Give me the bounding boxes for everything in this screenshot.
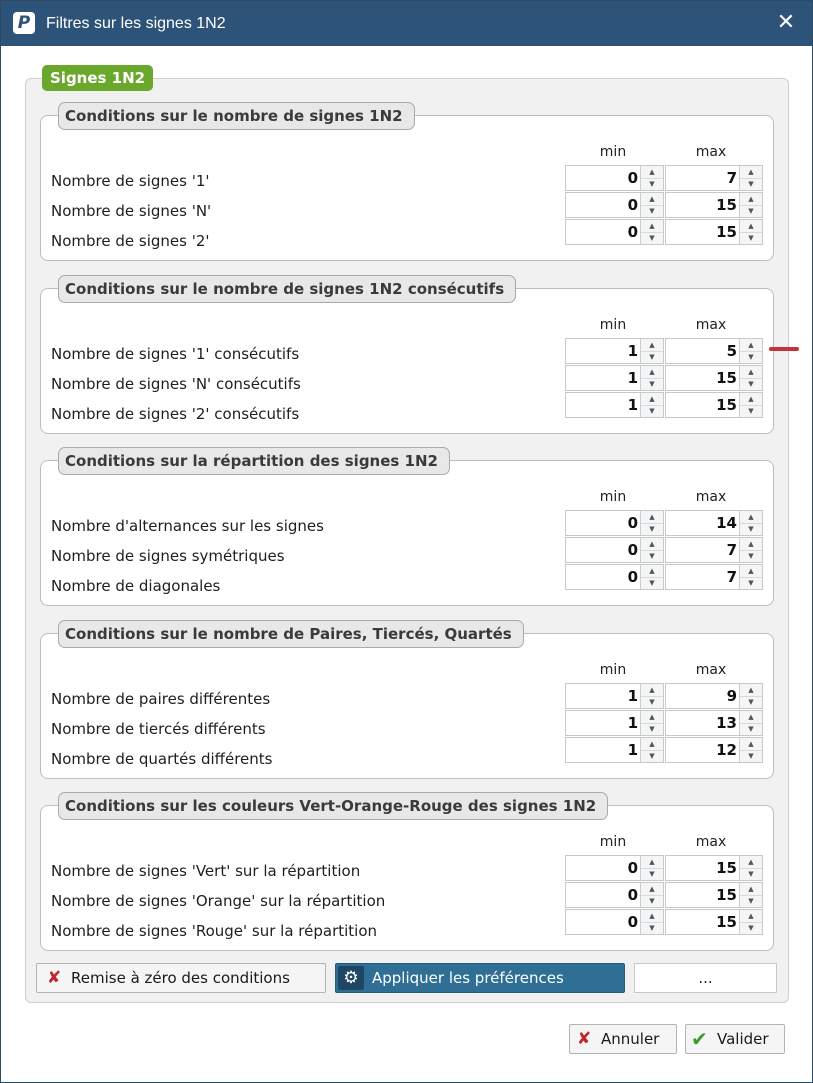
arrow-up-icon[interactable]: ▲ — [740, 684, 762, 697]
condition-label: Nombre de signes '1' consécutifs — [51, 344, 300, 363]
condition-label: Nombre de signes 'Rouge' sur la répartition — [51, 922, 378, 940]
max-value[interactable]: 14 — [716, 514, 737, 532]
arrow-down-icon[interactable]: ▼ — [748, 406, 754, 415]
arrow-down-icon[interactable]: ▼ — [748, 180, 754, 188]
arrow-up-icon[interactable]: ▲ — [641, 565, 663, 578]
arrow-down-icon[interactable]: ▼ — [748, 870, 754, 878]
max-spinner[interactable] — [665, 338, 763, 364]
min-value[interactable]: 1 — [627, 713, 638, 732]
arrow-down-icon[interactable]: ▼ — [649, 724, 655, 733]
arrow-up-icon[interactable]: ▲ — [641, 220, 663, 233]
title-bar — [1, 1, 812, 46]
arrow-down-icon[interactable]: ▼ — [649, 180, 655, 188]
min-spinner[interactable] — [565, 338, 664, 364]
min-spinner[interactable] — [565, 219, 664, 245]
max-value[interactable]: 5 — [726, 341, 737, 360]
arrow-up-icon[interactable]: ▲ — [641, 711, 663, 724]
max-spinner[interactable] — [665, 392, 763, 418]
min-spinner[interactable] — [565, 683, 664, 709]
preferences-field[interactable]: ... — [634, 963, 777, 993]
spinner-arrows — [739, 538, 762, 562]
max-value[interactable]: 13 — [716, 713, 737, 732]
arrow-down-icon[interactable]: ▼ — [748, 751, 754, 760]
arrow-up-icon[interactable]: ▲ — [740, 193, 762, 206]
condition-label: Nombre de signes '2' — [51, 232, 210, 250]
max-spinner[interactable] — [665, 192, 763, 218]
spinner-arrows — [739, 565, 762, 589]
min-value[interactable]: 1 — [627, 686, 638, 705]
reset-button[interactable] — [36, 963, 326, 993]
max-column-header: max — [695, 316, 727, 333]
arrow-up-icon[interactable]: ▲ — [740, 511, 762, 524]
spinner-arrows — [640, 366, 663, 390]
max-spinner[interactable] — [665, 683, 763, 709]
min-spinner[interactable] — [565, 537, 664, 563]
arrow-up-icon[interactable]: ▲ — [641, 738, 663, 751]
condition-label: Nombre de diagonales — [51, 577, 221, 595]
spinner-arrows — [640, 856, 663, 880]
arrow-down-icon[interactable]: ▼ — [649, 697, 655, 706]
max-value[interactable]: 15 — [716, 913, 737, 931]
min-column-header: min — [599, 489, 627, 505]
arrow-down-icon[interactable]: ▼ — [649, 379, 655, 388]
arrow-down-icon[interactable]: ▼ — [748, 897, 754, 905]
arrow-up-icon[interactable]: ▲ — [641, 910, 663, 923]
spinner-arrows — [739, 193, 762, 217]
red-marker — [769, 347, 799, 351]
arrow-down-icon[interactable]: ▼ — [748, 924, 754, 932]
condition-label: Nombre de signes '1' — [51, 172, 210, 190]
condition-label: Nombre de signes symétriques — [51, 547, 285, 565]
max-value[interactable]: 7 — [726, 541, 737, 559]
condition-label: Nombre d'alternances sur les signes — [51, 517, 324, 535]
cancel-button[interactable] — [569, 1024, 677, 1054]
apply-button-label: Appliquer les préférences — [372, 969, 564, 987]
spinner-arrows — [739, 220, 762, 244]
gear-icon: ⚙ — [338, 966, 364, 990]
condition-label: Nombre de signes 'N' consécutifs — [51, 374, 301, 393]
min-value[interactable]: 0 — [627, 169, 638, 187]
spinner-arrows — [640, 511, 663, 535]
spinner-arrows — [739, 684, 762, 708]
max-column-header: max — [695, 661, 727, 678]
group-title: Conditions sur le nombre de Paires, Tiercés, Quartés — [58, 620, 524, 648]
arrow-down-icon[interactable]: ▼ — [649, 207, 655, 215]
min-value[interactable]: 0 — [627, 913, 638, 931]
spinner-arrows — [739, 393, 762, 417]
group-title: Conditions sur les couleurs Vert-Orange-Rouge des signes 1N2 — [58, 792, 608, 820]
arrow-up-icon[interactable]: ▲ — [740, 538, 762, 551]
arrow-down-icon[interactable]: ▼ — [748, 207, 754, 215]
app-logo-icon: P — [13, 12, 35, 34]
spinner-arrows — [640, 193, 663, 217]
arrow-down-icon[interactable]: ▼ — [649, 579, 655, 587]
min-spinner[interactable] — [565, 855, 664, 881]
min-spinner[interactable] — [565, 510, 664, 536]
arrow-down-icon[interactable]: ▼ — [748, 234, 754, 242]
arrow-up-icon[interactable]: ▲ — [641, 883, 663, 896]
arrow-up-icon[interactable]: ▲ — [740, 738, 762, 751]
apply-preferences-button[interactable] — [335, 963, 625, 993]
min-column-header: min — [599, 144, 627, 160]
group-title: Conditions sur le nombre de signes 1N2 — [58, 102, 415, 130]
max-spinner[interactable] — [665, 219, 763, 245]
spinner-arrows — [739, 366, 762, 390]
arrow-up-icon[interactable]: ▲ — [740, 883, 762, 896]
spinner-arrows — [640, 738, 663, 762]
spinner-arrows — [640, 339, 663, 363]
min-value[interactable]: 0 — [627, 223, 638, 241]
min-spinner[interactable] — [565, 564, 664, 590]
arrow-down-icon[interactable]: ▼ — [748, 579, 754, 587]
max-spinner[interactable] — [665, 710, 763, 736]
x-icon: ✘ — [577, 1029, 592, 1049]
spinner-arrows — [640, 538, 663, 562]
group-title: Conditions sur la répartition des signes 1N2 — [58, 447, 450, 475]
max-spinner[interactable] — [665, 165, 763, 191]
max-value[interactable]: 15 — [716, 368, 737, 387]
condition-label: Nombre de tiercés différents — [51, 719, 266, 738]
min-value[interactable]: 0 — [627, 541, 638, 559]
spinner-arrows — [640, 565, 663, 589]
spinner-arrows — [739, 339, 762, 363]
max-value[interactable]: 15 — [716, 886, 737, 904]
arrow-up-icon[interactable]: ▲ — [740, 339, 762, 352]
max-value[interactable]: 12 — [716, 740, 737, 759]
spinner-arrows — [640, 883, 663, 907]
arrow-down-icon[interactable]: ▼ — [748, 352, 754, 361]
condition-label: Nombre de paires différentes — [51, 689, 271, 708]
spinner-arrows — [640, 220, 663, 244]
checkmark-icon: ✔ — [691, 1027, 708, 1051]
min-spinner[interactable] — [565, 392, 664, 418]
arrow-down-icon[interactable]: ▼ — [649, 552, 655, 560]
spinner-arrows — [739, 910, 762, 934]
arrow-up-icon[interactable]: ▲ — [740, 711, 762, 724]
arrow-up-icon[interactable]: ▲ — [641, 393, 663, 406]
arrow-down-icon[interactable]: ▼ — [748, 552, 754, 560]
max-value[interactable]: 7 — [726, 169, 737, 187]
max-spinner[interactable] — [665, 909, 763, 935]
arrow-up-icon[interactable]: ▲ — [641, 339, 663, 352]
spinner-arrows — [640, 166, 663, 190]
min-column-header: min — [599, 316, 627, 333]
min-value[interactable]: 1 — [627, 395, 638, 414]
spinner-arrows — [739, 856, 762, 880]
validate-button-label: Valider — [717, 1030, 769, 1048]
min-value[interactable]: 0 — [627, 196, 638, 214]
validate-button[interactable] — [685, 1024, 785, 1054]
min-value[interactable]: 1 — [627, 740, 638, 759]
arrow-up-icon[interactable]: ▲ — [641, 166, 663, 179]
max-value[interactable]: 7 — [726, 568, 737, 586]
condition-label: Nombre de signes 'N' — [51, 202, 212, 220]
condition-label: Nombre de signes 'Orange' sur la répartition — [51, 892, 386, 910]
spinner-arrows — [640, 684, 663, 708]
arrow-down-icon[interactable]: ▼ — [649, 924, 655, 932]
min-value[interactable]: 1 — [627, 341, 638, 360]
spinner-arrows — [739, 883, 762, 907]
close-icon[interactable]: ✕ — [776, 10, 796, 35]
max-column-header: max — [695, 144, 727, 160]
max-value[interactable]: 15 — [716, 196, 737, 214]
spinner-arrows — [739, 711, 762, 735]
min-spinner[interactable] — [565, 365, 664, 391]
spinner-arrows — [640, 711, 663, 735]
max-value[interactable]: 15 — [716, 859, 737, 877]
max-value[interactable]: 15 — [716, 395, 737, 414]
arrow-down-icon[interactable]: ▼ — [649, 897, 655, 905]
arrow-down-icon[interactable]: ▼ — [649, 751, 655, 760]
max-spinner[interactable] — [665, 510, 763, 536]
min-column-header: min — [599, 834, 627, 850]
spinner-arrows — [739, 738, 762, 762]
arrow-up-icon[interactable]: ▲ — [740, 366, 762, 379]
max-spinner[interactable] — [665, 537, 763, 563]
max-column-header: max — [695, 489, 727, 505]
max-value[interactable]: 9 — [726, 686, 737, 705]
max-spinner[interactable] — [665, 737, 763, 763]
spinner-arrows — [739, 166, 762, 190]
condition-label: Nombre de signes '2' consécutifs — [51, 404, 300, 423]
arrow-up-icon[interactable]: ▲ — [641, 366, 663, 379]
arrow-up-icon[interactable]: ▲ — [740, 166, 762, 179]
min-value[interactable]: 0 — [627, 568, 638, 586]
min-spinner[interactable] — [565, 882, 664, 908]
arrow-down-icon[interactable]: ▼ — [748, 525, 754, 533]
arrow-up-icon[interactable]: ▲ — [740, 393, 762, 406]
arrow-up-icon[interactable]: ▲ — [740, 856, 762, 869]
arrow-up-icon[interactable]: ▲ — [641, 193, 663, 206]
arrow-up-icon[interactable]: ▲ — [740, 910, 762, 923]
window-title: Filtres sur les signes 1N2 — [46, 15, 226, 32]
arrow-down-icon[interactable]: ▼ — [649, 234, 655, 242]
arrow-up-icon[interactable]: ▲ — [641, 538, 663, 551]
spinner-arrows — [640, 910, 663, 934]
max-spinner[interactable] — [665, 855, 763, 881]
tab-signes-1n2[interactable]: Signes 1N2 — [42, 65, 153, 91]
max-spinner[interactable] — [665, 882, 763, 908]
min-spinner[interactable] — [565, 710, 664, 736]
arrow-down-icon[interactable]: ▼ — [748, 724, 754, 733]
min-value[interactable]: 0 — [627, 886, 638, 904]
min-spinner[interactable] — [565, 165, 664, 191]
arrow-down-icon[interactable]: ▼ — [649, 525, 655, 533]
min-spinner[interactable] — [565, 909, 664, 935]
arrow-up-icon[interactable]: ▲ — [740, 220, 762, 233]
x-icon: ✘ — [47, 968, 62, 988]
min-value[interactable]: 1 — [627, 368, 638, 387]
arrow-down-icon[interactable]: ▼ — [649, 406, 655, 415]
max-value[interactable]: 15 — [716, 223, 737, 241]
arrow-down-icon[interactable]: ▼ — [748, 697, 754, 706]
reset-button-label: Remise à zéro des conditions — [71, 969, 290, 987]
spinner-arrows — [739, 511, 762, 535]
condition-label: Nombre de quartés différents — [51, 749, 273, 768]
max-spinner[interactable] — [665, 564, 763, 590]
arrow-up-icon[interactable]: ▲ — [641, 856, 663, 869]
min-spinner[interactable] — [565, 192, 664, 218]
arrow-up-icon[interactable]: ▲ — [641, 684, 663, 697]
group-title: Conditions sur le nombre de signes 1N2 consécutifs — [58, 275, 516, 303]
spinner-arrows — [640, 393, 663, 417]
min-value[interactable]: 0 — [627, 514, 638, 532]
arrow-down-icon[interactable]: ▼ — [649, 352, 655, 361]
min-value[interactable]: 0 — [627, 859, 638, 877]
max-spinner[interactable] — [665, 365, 763, 391]
max-column-header: max — [695, 834, 727, 850]
arrow-down-icon[interactable]: ▼ — [649, 870, 655, 878]
min-column-header: min — [599, 661, 627, 678]
arrow-up-icon[interactable]: ▲ — [641, 511, 663, 524]
arrow-down-icon[interactable]: ▼ — [748, 379, 754, 388]
arrow-up-icon[interactable]: ▲ — [740, 565, 762, 578]
cancel-button-label: Annuler — [601, 1030, 660, 1048]
condition-label: Nombre de signes 'Vert' sur la répartition — [51, 862, 361, 880]
min-spinner[interactable] — [565, 737, 664, 763]
